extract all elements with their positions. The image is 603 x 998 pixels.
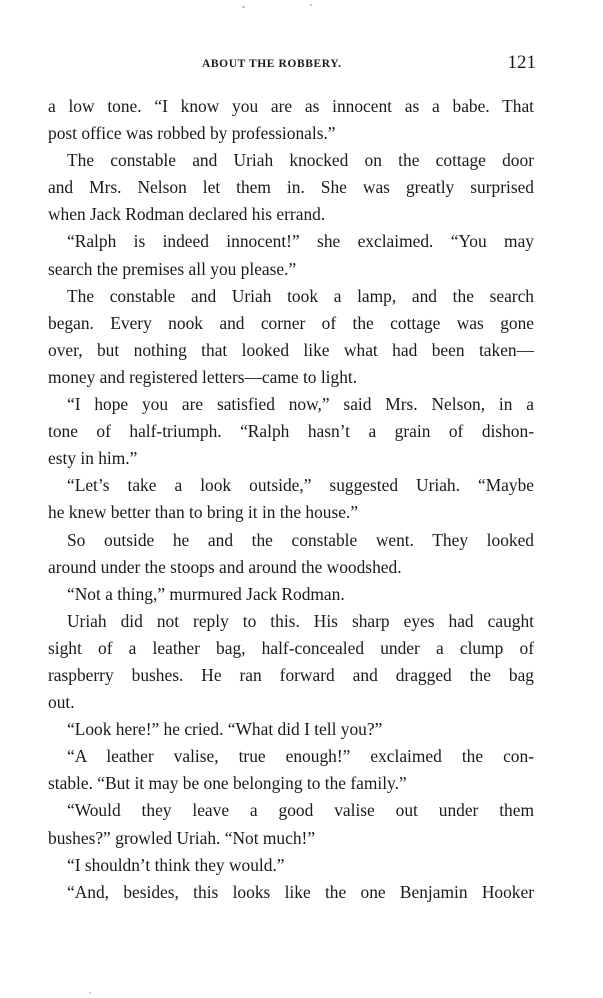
running-head: ABOUT THE ROBBERY. [202, 58, 342, 70]
paper-speck [89, 992, 91, 994]
text-line: “Look here!” he cried. “What did I tell you?” [67, 719, 383, 740]
text-line: sight of a leather bag, half-concealed under a clump of [48, 637, 534, 658]
text-line: tone of half-triumph. “Ralph hasn’t a grain of dishon- [48, 421, 534, 442]
paper-speck [310, 4, 312, 6]
text-line: he knew better than to bring it in the house.” [48, 502, 359, 523]
text-line: post office was robbed by professionals.” [48, 123, 336, 144]
body-text [48, 93, 534, 906]
paper-speck [242, 6, 245, 8]
text-line: stable. “But it may be one belonging to the family.” [48, 773, 407, 794]
page-header [48, 52, 536, 76]
text-line: “Not a thing,” murmured Jack Rodman. [67, 583, 345, 604]
text-line: search the premises all you please.” [48, 258, 297, 279]
text-line: began. Every nook and corner of the cottage was gone [48, 312, 534, 333]
text-line: “And, besides, this looks like the one Benjamin Hooker [67, 881, 534, 902]
text-line: money and registered letters—came to light. [48, 366, 358, 387]
text-line: “I hope you are satisfied now,” said Mrs. Nelson, in a [67, 394, 534, 415]
page-number: 121 [507, 52, 536, 73]
text-line: So outside he and the constable went. They looked [67, 529, 534, 550]
text-line: “I shouldn’t think they would.” [67, 854, 285, 875]
text-line: a low tone. “I know you are as innocent as a babe. That [48, 96, 534, 116]
text-line: and Mrs. Nelson let them in. She was greatly surprised [48, 177, 534, 198]
text-line: esty in him.” [48, 448, 138, 469]
text-line: The constable and Uriah took a lamp, and the search [67, 285, 534, 306]
text-line: The constable and Uriah knocked on the cottage door [67, 150, 534, 171]
text-line: bushes?” growled Uriah. “Not much!” [48, 827, 316, 848]
text-line: over, but nothing that looked like what had been taken— [48, 339, 534, 360]
text-line: “A leather valise, true enough!” exclaimed the con- [67, 746, 534, 767]
text-line: out. [48, 692, 75, 713]
text-line: “Ralph is indeed innocent!” she exclaimed. “You may [67, 231, 534, 252]
text-line: Uriah did not reply to this. His sharp eyes had caught [67, 610, 534, 631]
text-line: when Jack Rodman declared his errand. [48, 204, 326, 225]
text-line: “Let’s take a look outside,” suggested Uriah. “Maybe [67, 475, 534, 496]
text-line: “Would they leave a good valise out under them [67, 800, 534, 821]
text-line: raspberry bushes. He ran forward and dragged the bag [48, 664, 534, 685]
text-line: around under the stoops and around the woodshed. [48, 556, 402, 577]
